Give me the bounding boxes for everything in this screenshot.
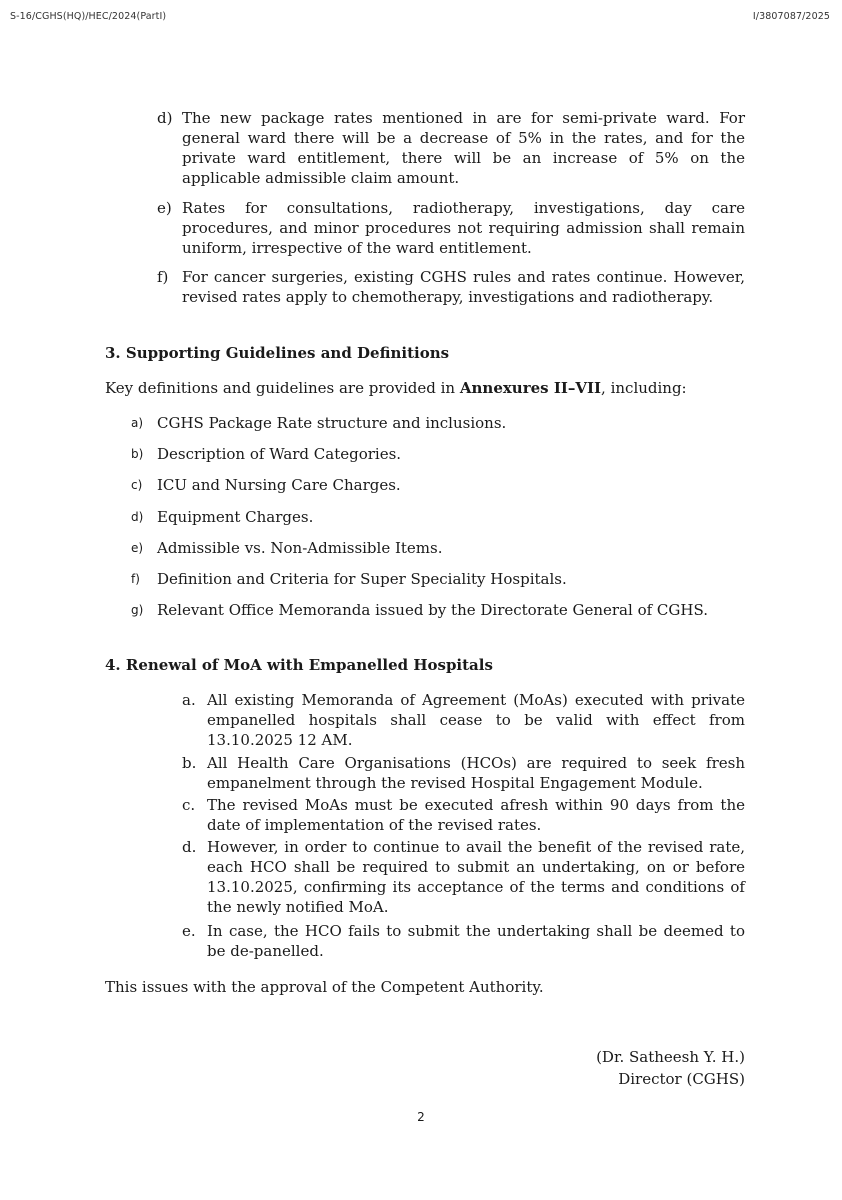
guideline-marker: e) xyxy=(131,541,144,555)
signature-block xyxy=(596,1046,745,1090)
guideline-item-g xyxy=(131,600,751,620)
guideline-item-e xyxy=(131,538,751,558)
renewal-text: However, in order to continue to avail the benefit of the revised rate, each HCO shall be required to submit an undertaking, on or before 13.10.2025, confirming its acceptance of the terms and conditions of the newly notified MoA. xyxy=(207,838,745,916)
guideline-marker: b) xyxy=(131,447,144,461)
intro-text: Key definitions and guidelines are provided in xyxy=(105,379,460,397)
renewal-text: All Health Care Organisations (HCOs) are required to seek fresh empanelment through the revised Hospital Engagement Module. xyxy=(207,754,745,792)
note-item-e xyxy=(157,198,745,258)
guideline-item-a xyxy=(131,413,751,433)
guideline-text: Relevant Office Memoranda issued by the Directorate General of CGHS. xyxy=(157,601,708,619)
signatory-designation: Director (CGHS) xyxy=(618,1070,745,1088)
guideline-text: Admissible vs. Non-Admissible Items. xyxy=(157,539,443,557)
note-text: Rates for consultations, radiotherapy, investigations, day care procedures, and minor procedures not requiring admission shall remain uniform, irrespective of the ward entitlement. xyxy=(182,199,745,257)
guideline-item-f xyxy=(131,569,751,589)
renewal-marker: e. xyxy=(182,922,196,940)
renewal-text: In case, the HCO fails to submit the undertaking shall be deemed to be de-panelled. xyxy=(207,922,745,960)
guideline-item-d xyxy=(131,507,751,527)
annexures-reference: Annexures II–VII xyxy=(459,379,602,397)
renewal-item-d xyxy=(182,837,745,917)
guideline-text: CGHS Package Rate structure and inclusions. xyxy=(157,414,507,432)
note-marker: f) xyxy=(157,268,169,286)
note-marker: e) xyxy=(157,199,172,217)
guideline-marker: g) xyxy=(131,603,144,617)
renewal-item-a xyxy=(182,690,745,750)
guideline-item-c xyxy=(131,475,751,495)
renewal-item-e xyxy=(182,921,745,961)
guideline-text: Description of Ward Categories. xyxy=(157,445,402,463)
renewal-marker: d. xyxy=(182,838,197,856)
page-number: 2 xyxy=(417,1110,425,1124)
guideline-marker: c) xyxy=(131,478,143,492)
guideline-text: ICU and Nursing Care Charges. xyxy=(157,476,401,494)
renewal-text: All existing Memoranda of Agreement (MoAs) executed with private empanelled hospitals shall cease to be valid with effect from 13.10.2025 12 AM. xyxy=(207,691,745,749)
note-item-d xyxy=(157,108,745,188)
closing-statement: This issues with the approval of the Competent Authority. xyxy=(105,978,544,996)
renewal-text: The revised MoAs must be executed afresh within 90 days from the date of implementation of the revised rates. xyxy=(207,796,745,834)
renewal-marker: c. xyxy=(182,796,196,814)
guideline-marker: f) xyxy=(131,572,140,586)
signatory-name: (Dr. Satheesh Y. H.) xyxy=(596,1048,745,1066)
guideline-item-b xyxy=(131,444,751,464)
note-text: The new package rates mentioned in are for semi-private ward. For general ward there will be a decrease of 5% in the rates, and for the private ward entitlement, there will be an increase of 5% on the applicable admissible claim amount. xyxy=(182,109,745,187)
section-4-heading: 4. Renewal of MoA with Empanelled Hospitals xyxy=(105,656,493,674)
intro-text-end: , including: xyxy=(601,379,687,397)
reference-number: I/3807087/2025 xyxy=(752,11,830,22)
guideline-marker: d) xyxy=(131,510,144,524)
note-item-f xyxy=(157,267,745,307)
guideline-text: Equipment Charges. xyxy=(157,508,314,526)
renewal-marker: b. xyxy=(182,754,197,772)
section-3-heading: 3. Supporting Guidelines and Definitions xyxy=(105,344,450,362)
file-number: S-16/CGHS(HQ)/HEC/2024(PartI) xyxy=(10,11,167,22)
renewal-item-b xyxy=(182,753,745,793)
note-text: For cancer surgeries, existing CGHS rules and rates continue. However, revised rates apply to chemotherapy, investigations and radiotherapy. xyxy=(182,268,745,306)
guideline-text: Definition and Criteria for Super Speciality Hospitals. xyxy=(157,570,567,588)
note-marker: d) xyxy=(157,109,173,127)
guideline-marker: a) xyxy=(131,416,144,430)
section-3-intro xyxy=(105,378,687,398)
renewal-marker: a. xyxy=(182,691,196,709)
renewal-item-c xyxy=(182,795,745,835)
